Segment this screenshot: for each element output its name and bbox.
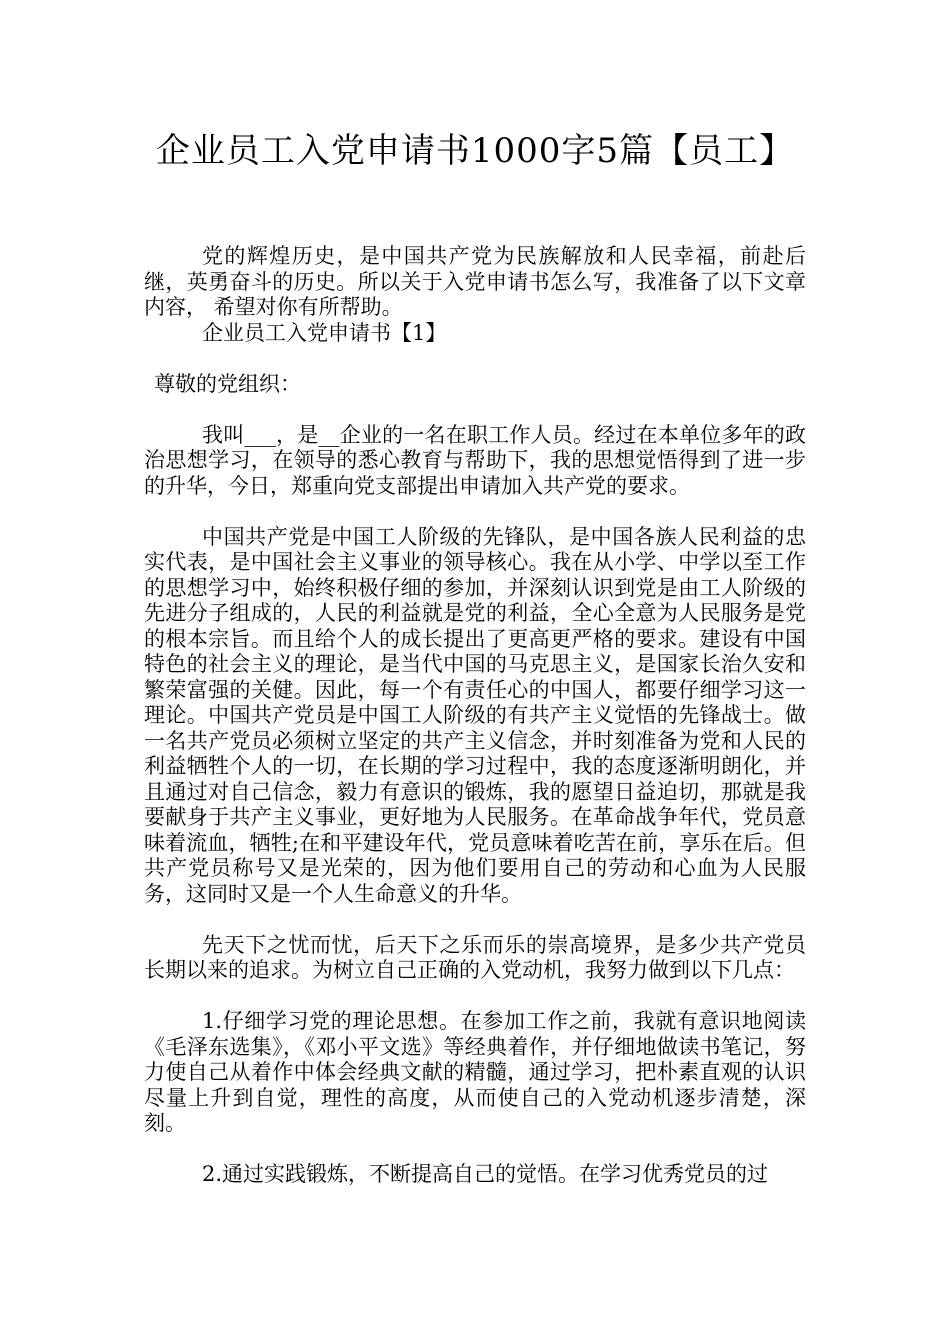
section-heading: 企业员工入党申请书【1】 bbox=[202, 320, 447, 345]
document-title: 企业员工入党申请书1000字5篇【员工】 bbox=[155, 131, 795, 171]
intro-paragraph: 党的辉煌历史，是中国共产党为民族解放和人民幸福，前赴后继，英勇奋斗的历史。所以关于入党申请书怎么写，我准备了以下文章内容， 希望对你有所帮助。 bbox=[144, 244, 806, 319]
body-paragraph-5: 2.通过实践锻炼，不断提高自己的觉悟。在学习优秀党员的过 bbox=[202, 1162, 769, 1186]
salutation: 尊敬的党组织： bbox=[154, 371, 301, 396]
body-paragraph-1: 我叫___，是__企业的一名在职工作人员。经过在本单位多年的政治思想学习，在领导的悉心教育与帮助下，我的思想觉悟得到了进一步的升华，今日，郑重向党支部提出申请加入共产党的要求。 bbox=[144, 422, 806, 498]
body-paragraph-3: 先天下之忧而忧，后天下之乐而乐的崇高境界，是多少共产党员长期以来的追求。为树立自己正确的入党动机，我努力做到以下几点： bbox=[144, 932, 806, 982]
document-body bbox=[144, 244, 806, 1188]
body-paragraph-2: 中国共产党是中国工人阶级的先锋队，是中国各族人民利益的忠实代表，是中国社会主义事业的领导核心。我在从小学、中学以至工作的思想学习中，始终积极仔细的参加，并深刻认识到党是由工人阶级的先进分子组成的，人民的利益就是党的利益，全心全意为人民服务是党的根本宗旨。而且给个人的成长提出了更高更严格的要求。建设有中国特色的社会主义的理论，是当代中国的马克思主义，是国家长治久安和繁荣富强的关健。因此，每一个有责任心的中国人，都要仔细学习这一理论。中国共产党员是中国工人阶级的有共产主义觉悟的先锋战士。做一名共产党员必须树立坚定的共产主义信念，并时刻准备为党和人民的利益牺牲个人的一切，在长期的学习过程中，我的态度逐渐明朗化，并且通过对自己信念，毅力有意识的锻炼，我的愿望日益迫切，那就是我要献身于共产主义事业，更好地为人民服务。在革命战争年代，党员意味着流血，牺牲;在和平建设年代，党员意味着吃苦在前，享乐在后。但共产党员称号又是光荣的，因为他们要用自己的劳动和心血为人民服务，这同时又是一个人生命意义的升华。 bbox=[144, 524, 806, 906]
body-paragraph-4: 1.仔细学习党的理论思想。在参加工作之前，我就有意识地阅读《毛泽东选集》，《邓小平文选》等经典着作，并仔细地做读书笔记，努力使自己从着作中体会经典文献的精髓，通过学习，把朴素直观的认识尽量上升到自觉，理性的高度，从而使自己的入党动机逐步清楚，深刻。 bbox=[144, 1009, 806, 1135]
